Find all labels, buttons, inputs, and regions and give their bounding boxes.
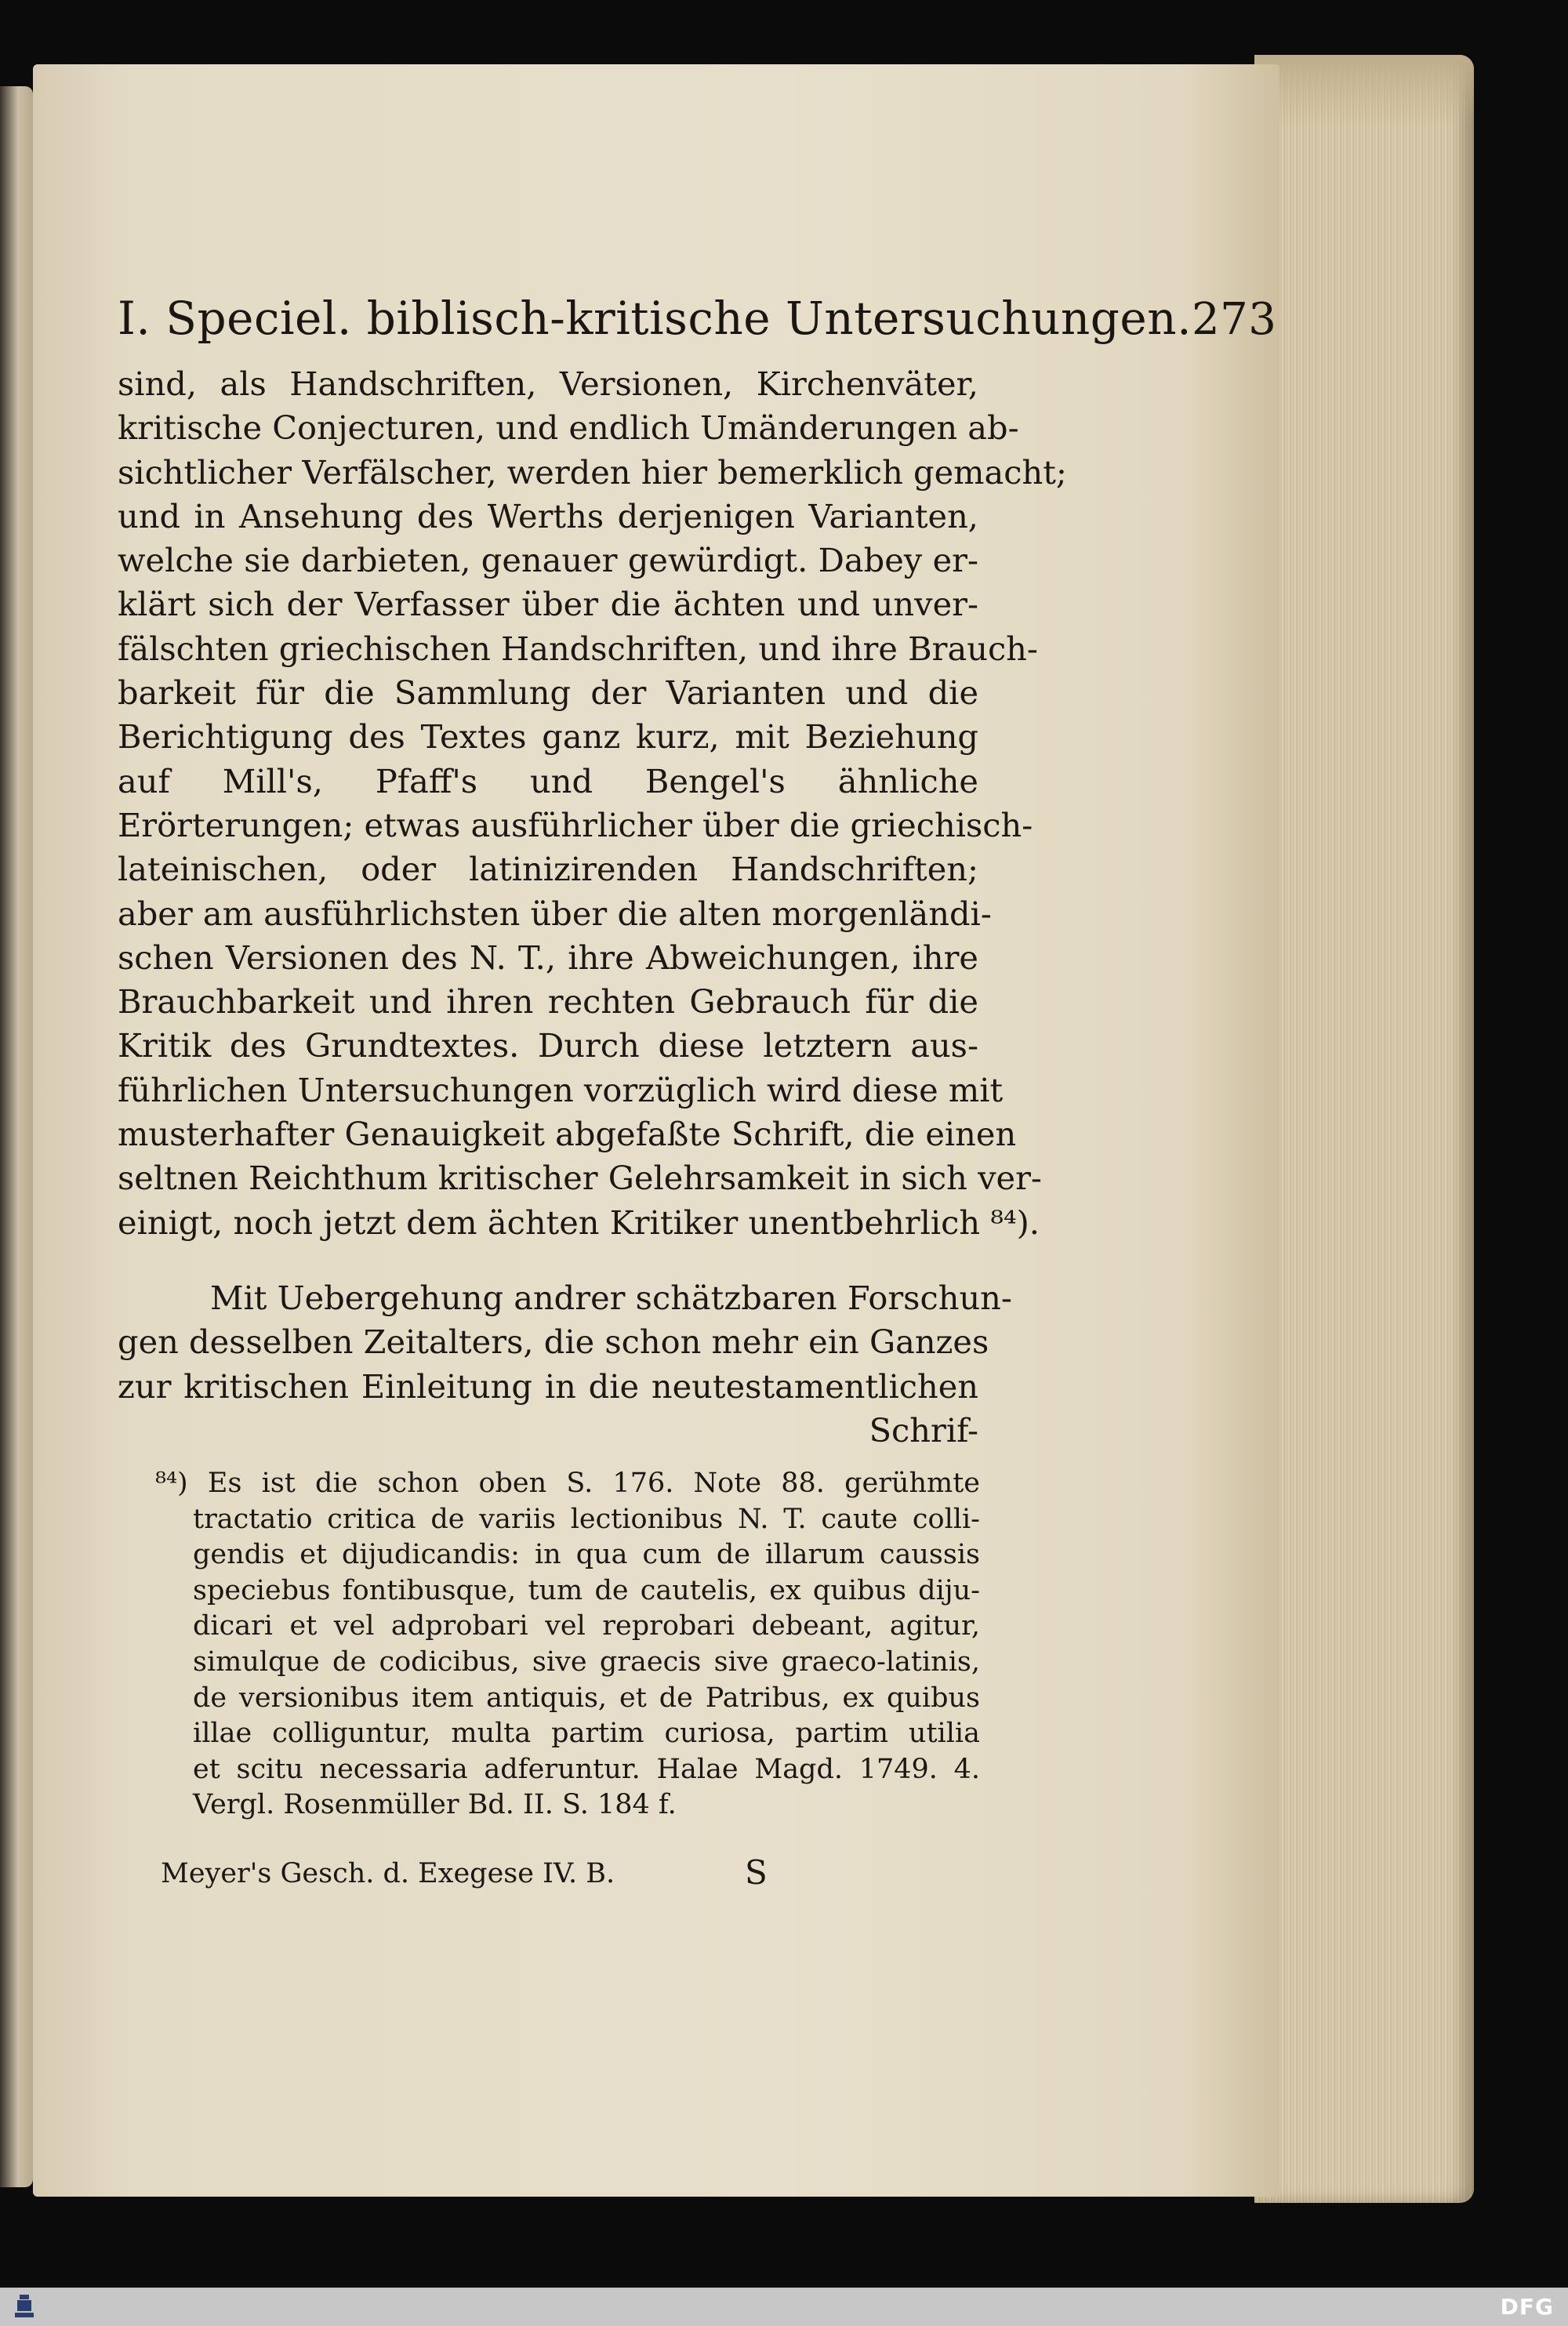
text-line: gen desselben Zeitalters, die schon mehr ein Ganzes	[118, 1323, 989, 1362]
text-line: barkeit für die Sammlung der Varianten und die	[118, 673, 978, 713]
signature-mark: S	[745, 1853, 768, 1892]
footnote-line: tractatio critica de variis lectionibus N. T. caute colli-	[193, 1503, 980, 1535]
library-logo-icon	[9, 2291, 39, 2322]
text-line: Kritik des Grundtextes. Durch diese letztern aus-	[118, 1026, 978, 1065]
text-line: Brauchbarkeit und ihren rechten Gebrauch für die	[118, 982, 978, 1021]
text-line: lateinischen, oder latinizirenden Handschriften;	[118, 850, 978, 889]
signature-line	[161, 1853, 866, 1897]
footnote-line: de versionibus item antiquis, et de Patribus, ex quibus	[193, 1682, 980, 1714]
text-line: führlichen Untersuchungen vorzüglich wird diese mit	[118, 1070, 1004, 1109]
text-line: fälschten griechischen Handschriften, und ihre Brauch-	[118, 629, 1038, 668]
text-line: sichtlicher Verfälscher, werden hier bemerklich gemacht;	[118, 452, 1067, 492]
book-fore-edge-shadow	[1254, 55, 1474, 125]
text-line: Mit Uebergehung andrer schätzbaren Forschun-	[210, 1278, 1012, 1317]
text-line: schen Versionen des N. T., ihre Abweichungen, ihre	[118, 938, 978, 977]
page-number: 273	[1192, 294, 1277, 345]
text-line: seltnen Reichthum kritischer Gelehrsamkeit in sich ver-	[118, 1159, 1042, 1198]
text-line: kritische Conjecturen, und endlich Umänderungen ab-	[118, 408, 1019, 448]
footnote-line: Vergl. Rosenmüller Bd. II. S. 184 f.	[193, 1789, 677, 1821]
footnote-line: ⁸⁴) Es ist die schon oben S. 176. Note 88. gerühmte	[155, 1468, 980, 1499]
text-line: sind, als Handschriften, Versionen, Kirchenväter,	[118, 365, 978, 403]
running-head	[118, 282, 1277, 345]
text-line: welche sie darbieten, genauer gewürdigt. Dabey er-	[118, 541, 978, 580]
left-page-edge	[0, 86, 33, 2187]
text-line: aber am ausführlichsten über die alten morgenländi-	[118, 894, 992, 933]
text-line: Erörterungen; etwas ausführlicher über die griechisch-	[118, 805, 1033, 844]
footnote-line: illae colliguntur, multa partim curiosa, partim utilia	[193, 1718, 980, 1750]
signature-title: Meyer's Gesch. d. Exegese IV. B.	[161, 1858, 615, 1889]
footnote-line: speciebus fontibusque, tum de cautelis, ex quibus diju-	[193, 1574, 980, 1606]
text-line: zur kritischen Einleitung in die neutestamentlichen	[118, 1366, 978, 1406]
text-line: auf Mill's, Pfaff's und Bengel's ähnliche	[118, 761, 978, 800]
viewer-bottom-bar	[0, 2288, 1568, 2326]
text-line: klärt sich der Verfasser über die ächten und unver-	[118, 585, 978, 624]
book-fore-edge	[1254, 55, 1474, 2203]
main-text	[118, 362, 1067, 1453]
text-line: Berichtigung des Textes ganz kurz, mit Beziehung	[118, 717, 978, 757]
footnote-line: simulque de codicibus, sive graecis sive graeco-latinis,	[193, 1646, 980, 1678]
text-line: musterhafter Genauigkeit abgefaßte Schrift, die einen	[118, 1115, 1017, 1154]
catchword-line: Schrif-	[869, 1410, 978, 1450]
text-line: einigt, noch jetzt dem ächten Kritiker unentbehrlich ⁸⁴).	[118, 1203, 1040, 1242]
text-line: und in Ansehung des Werths derjenigen Varianten,	[118, 496, 978, 535]
footnote	[155, 1466, 980, 1823]
footnote-line: et scitu necessaria adferuntur. Halae Magd. 1749. 4.	[193, 1753, 980, 1785]
running-head-title: I. Speciel. biblisch-kritische Untersuchungen.	[118, 292, 1192, 345]
dfg-logo: DFG	[1500, 2294, 1554, 2320]
footnote-line: dicari et vel adprobari vel reprobari debeant, agitur,	[193, 1610, 980, 1642]
footnote-line: gendis et dijudicandis: in qua cum de illarum caussis	[193, 1539, 980, 1571]
